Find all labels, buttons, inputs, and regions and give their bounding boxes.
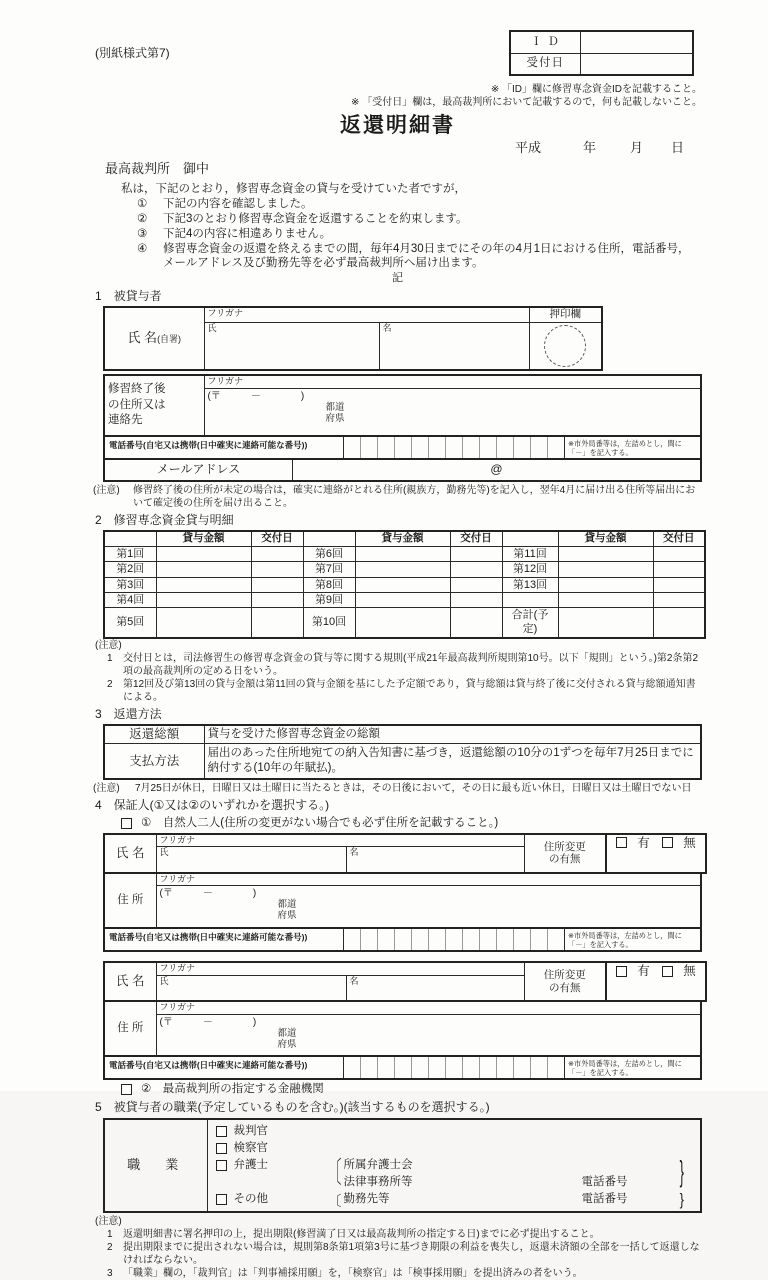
repayment-method-table xyxy=(103,724,702,780)
loan-row-5: 第5回 第10回 合計(予定) xyxy=(104,608,705,638)
item-text: 下記3のとおり修習専念資金を返還することを約束します。 xyxy=(163,212,468,225)
occupation-table xyxy=(103,1118,702,1213)
guarantor-phone-row xyxy=(103,927,702,952)
section2-heading: 2 修習専念資金貸与明細 xyxy=(95,512,234,527)
section1-heading: 1 被貸与者 xyxy=(95,288,162,303)
amount-field[interactable] xyxy=(355,562,450,577)
phone-label: 電話番号(自宅又は携帯(日中確実に連絡可能な番号)) xyxy=(109,440,308,451)
email-field[interactable] xyxy=(293,460,700,480)
phone-note: ※市外局番等は，左詰めとし，間に「－」を記入する。 xyxy=(568,1059,682,1078)
phone-label: 電話番号(自宅又は携帯(日中確実に連絡可能な番号)) xyxy=(109,931,308,942)
borrower-phone-row xyxy=(103,435,702,460)
phone-digit-cells[interactable] xyxy=(343,929,565,950)
payment-method-value: 届出のあった住所地宛ての納入告知書に基づき，返還総額の10分の1ずつを毎年7月25日までに納付する(10年の年賦払)。 xyxy=(204,743,701,779)
change-no-checkbox[interactable] xyxy=(662,837,673,848)
guarantor-address-field[interactable] xyxy=(156,1014,701,1056)
date-field[interactable] xyxy=(653,577,705,592)
section3-heading: 3 返還方法 xyxy=(95,706,162,721)
address-furigana-label: フリガナ xyxy=(204,375,701,388)
guarantor-option-2: ② 最高裁判所の指定する金融機関 xyxy=(121,1082,702,1097)
phone-number-label: 電話番号 xyxy=(581,1175,628,1188)
amount-field[interactable] xyxy=(156,577,251,592)
amount-field[interactable] xyxy=(558,592,653,607)
item-number: ④ xyxy=(137,242,148,255)
day-label: 日 xyxy=(671,139,685,155)
reception-note: ※ 「受付日」欄は，最高裁判所において記載するので，何も記載しないこと。 xyxy=(351,96,702,108)
date-field[interactable] xyxy=(450,577,502,592)
borrower-address-table xyxy=(103,374,702,437)
intro-lead: 私は，下記のとおり，修習専念資金の貸与を受けていた者ですが， xyxy=(121,182,466,195)
guarantor-option-1: ① 自然人二人(住所の変更がない場合でも必ず住所を記載すること。) xyxy=(121,816,702,831)
date-field[interactable] xyxy=(653,608,705,638)
item-number: ② xyxy=(137,212,148,225)
amount-field[interactable] xyxy=(558,577,653,592)
furigana-label: フリガナ xyxy=(156,962,524,975)
address-furigana-label: フリガナ xyxy=(156,1001,701,1014)
month-label: 月 xyxy=(630,139,644,155)
amount-field[interactable] xyxy=(355,546,450,561)
phone-number-label: 電話番号 xyxy=(581,1192,628,1205)
attorney-details xyxy=(344,1157,628,1191)
section2-note-2: 2 第12回及び第13回の貸与金額は第11回の貸与金額を基にした予定額であり，貸与総額は貸与終了後に交付される貸与総額通知書による。 xyxy=(107,678,696,703)
phone-digit-cells[interactable] xyxy=(343,1057,565,1078)
postal-code-template: (〒 － ) xyxy=(159,888,257,900)
address-change-checkboxes: 有 無 xyxy=(606,962,706,1001)
bar-association-label: 所属弁護士会 xyxy=(343,1158,413,1171)
form-reference: (別紙様式第7) xyxy=(95,46,170,60)
loan-row-2: 第2回 第7回 第12回 xyxy=(104,562,705,577)
loan-detail-table xyxy=(103,530,706,638)
address-change-label: 住所変更 の有無 xyxy=(524,834,606,873)
page-title: 返還明細書 xyxy=(340,113,455,137)
prosecutor-checkbox[interactable] xyxy=(216,1143,227,1154)
header-notes xyxy=(93,84,702,110)
phone-note: ※市外局番等は，左詰めとし，間に「－」を記入する。 xyxy=(568,439,682,458)
guarantor-address-label: 住 所 xyxy=(104,873,156,928)
section1-note: (注意) 修習終了後の住所が未定の場合は，確実に連絡がとれる住所(親族方，勤務先等)を記入し，翌年4月に届け出る住所等届出において確定後の住所を届け出ること。 xyxy=(93,484,696,509)
payment-method-label: 支払方法 xyxy=(104,743,204,779)
borrower-name-table xyxy=(103,306,603,371)
change-yes-checkbox[interactable] xyxy=(616,966,627,977)
footer-note-1: 1 返還明細書に署名押印の上，提出期限(修習満了日又は最高裁判所の指定する日)までに必ず提出すること。 xyxy=(107,1228,600,1240)
employer-label: 勤務先等 xyxy=(343,1192,390,1205)
attorney-checkbox[interactable] xyxy=(216,1160,227,1171)
phone-label: 電話番号(自宅又は携帯(日中確実に連絡可能な番号)) xyxy=(109,1060,308,1071)
occupation-prosecutor: 検察官 xyxy=(216,1140,695,1157)
furigana-label: フリガナ xyxy=(156,834,524,847)
date-field[interactable] xyxy=(653,592,705,607)
change-yes-checkbox[interactable] xyxy=(616,837,627,848)
section3-note: (注意) 7月25日が休日，日曜日又は土曜日に当たるときは，その日後において，その日に最も近い休日，日曜日又は土曜日でない日 xyxy=(93,783,692,795)
date-field[interactable] xyxy=(251,592,303,607)
id-reception-table xyxy=(509,30,694,76)
occupation-options xyxy=(207,1119,701,1212)
guarantor-phone-row xyxy=(103,1055,702,1080)
intro-item-4 xyxy=(137,242,702,272)
postal-code-template: (〒 － ) xyxy=(207,390,305,402)
guarantor-given-name-field[interactable]: 名 xyxy=(346,847,524,873)
date-field[interactable] xyxy=(251,608,303,638)
date-field[interactable] xyxy=(251,546,303,561)
guarantor-name-label: 氏 名 xyxy=(104,834,156,873)
option2-checkbox[interactable] xyxy=(121,1084,132,1095)
amount-field[interactable] xyxy=(558,562,653,577)
seal-area[interactable] xyxy=(529,322,602,370)
address-furigana-label: フリガナ xyxy=(156,873,701,886)
given-name-field[interactable]: 名 xyxy=(379,322,529,370)
amount-field[interactable] xyxy=(355,608,450,638)
item-text: 下記の内容を確認しました。 xyxy=(163,197,313,210)
date-field[interactable] xyxy=(251,562,303,577)
address-label: 修習終了後 の住所又は 連絡先 xyxy=(104,375,204,436)
era-label: 平成 xyxy=(515,139,542,155)
item-text: 修習専念資金の返還を終えるまでの間，毎年4月30日までにその年の4月1日における住所，電話番号，メールアドレス及び勤務先等を必ず最高裁判所へ届け出ます。 xyxy=(163,242,690,270)
section5-heading: 5 被貸与者の職業(予定しているものを含む。)(該当するものを選択する。) xyxy=(95,1100,490,1115)
at-sign: @ xyxy=(490,462,503,477)
close-brace: } xyxy=(679,1189,684,1209)
prefecture-suffix: 都道 府県 xyxy=(277,899,297,922)
loan-row-4: 第4回 第9回 xyxy=(104,592,705,607)
furigana-label: フリガナ xyxy=(204,307,529,322)
ki-marker: 記 xyxy=(392,272,403,285)
seal-circle xyxy=(544,325,586,367)
guarantor-block-2 xyxy=(103,961,702,1080)
name-label: 氏 名(自署) xyxy=(104,307,204,370)
amount-field[interactable] xyxy=(156,608,251,638)
borrower-email-row xyxy=(103,458,702,482)
total-amount-field[interactable] xyxy=(558,608,653,638)
amount-field[interactable] xyxy=(355,577,450,592)
open-bracket: 〔 xyxy=(327,1192,342,1209)
date-field[interactable] xyxy=(653,546,705,561)
item-text: 下記4の内容に相違ありません。 xyxy=(163,227,332,240)
judge-checkbox[interactable] xyxy=(216,1126,227,1137)
loan-row-3: 第3回 第8回 第13回 xyxy=(104,577,705,592)
guarantor-address-table xyxy=(103,872,702,929)
amount-field[interactable] xyxy=(156,546,251,561)
occupation-label: 職 業 xyxy=(104,1119,207,1212)
phone-note: ※市外局番等は，左詰めとし，間に「－」を記入する。 xyxy=(568,930,682,949)
law-office-label: 法律事務所等 xyxy=(343,1175,413,1188)
amount-field[interactable] xyxy=(558,546,653,561)
total-repayment-value: 貸与を受けた修習専念資金の総額 xyxy=(204,725,701,743)
address-field[interactable] xyxy=(204,388,701,436)
amount-field[interactable] xyxy=(156,562,251,577)
guarantor-family-name-field[interactable]: 氏 xyxy=(156,975,346,1001)
date-line xyxy=(93,140,702,158)
reception-date-label: 受付日 xyxy=(510,53,580,75)
postal-code-template: (〒 － ) xyxy=(159,1016,257,1028)
guarantor-name-label: 氏 名 xyxy=(104,962,156,1001)
family-name-field[interactable]: 氏 xyxy=(204,322,379,370)
guarantor-address-label: 住 所 xyxy=(104,1001,156,1056)
guarantor-given-name-field[interactable]: 名 xyxy=(346,975,524,1001)
address-change-checkboxes: 有 無 xyxy=(606,834,706,873)
header-row xyxy=(93,30,702,82)
other-details xyxy=(344,1191,628,1208)
section4-heading: 4 保証人(①又は②のいずれかを選択する。) xyxy=(95,798,330,813)
loan-row-1: 第1回 第6回 第11回 xyxy=(104,546,705,561)
footer-note-2: 2 提出期限までに提出されない場合は，規則第8条第1項第3号に基づき期限の利益を喪失し，返還未済額の全部を一括して返還しなければならない。 xyxy=(107,1241,700,1266)
intro-item-3 xyxy=(137,227,702,242)
date-field[interactable] xyxy=(450,562,502,577)
reception-date-field xyxy=(580,53,693,75)
change-no-checkbox[interactable] xyxy=(662,966,673,977)
open-bracket: 〔 xyxy=(327,1154,342,1189)
guarantor-name-table xyxy=(103,961,707,1002)
total-repayment-label: 返還総額 xyxy=(104,725,204,743)
amount-field[interactable] xyxy=(355,592,450,607)
intro-item-2 xyxy=(137,212,702,227)
loan-header-row: 貸与金額 交付日 貸与金額 交付日 貸与金額 交付日 xyxy=(104,531,705,546)
option1-checkbox[interactable] xyxy=(121,818,132,829)
prefecture-suffix: 都道 府県 xyxy=(325,401,345,424)
seal-column-label: 押印欄 xyxy=(529,307,602,322)
id-note: ※ 「ID」欄に修習専念資金IDを記載すること。 xyxy=(490,84,702,95)
prefecture-suffix: 都道 府県 xyxy=(277,1027,297,1050)
date-field[interactable] xyxy=(251,577,303,592)
close-brace: } xyxy=(679,1153,684,1189)
section2-note-1: 1 交付日とは，司法修習生の修習専念資金の貸与等に関する規則(平成21年最高裁判所規則第10号。以下「規則」という。)第2条第2項の最高裁判所の定める日をいう。 xyxy=(107,652,699,677)
guarantor-address-table xyxy=(103,1000,702,1057)
section2-notes-title: (注意) xyxy=(95,639,122,651)
intro-item-1 xyxy=(137,197,702,212)
other-checkbox[interactable] xyxy=(216,1194,227,1205)
occupation-attorney: 弁護士 〔 所属弁護士会 法律事務所等 電話番号 } xyxy=(216,1157,695,1191)
occupation-judge: 裁判官 xyxy=(216,1123,695,1140)
footer-note-3: 3 「職業」欄の，「裁判官」は「判事補採用願」を，「検察官」は「検事採用願」を提出済みの者をいう。 xyxy=(107,1267,583,1279)
occupation-other: その他 〔 勤務先等 電話番号 } xyxy=(216,1191,695,1208)
amount-field[interactable] xyxy=(156,592,251,607)
guarantor-family-name-field[interactable]: 氏 xyxy=(156,847,346,873)
date-field[interactable] xyxy=(450,546,502,561)
name-label-sub: (自署) xyxy=(157,334,182,345)
year-label: 年 xyxy=(583,139,597,155)
date-field[interactable] xyxy=(653,562,705,577)
guarantor-block-1 xyxy=(103,833,702,952)
item-number: ③ xyxy=(137,227,148,240)
item-number: ① xyxy=(137,197,148,210)
id-label: Ｉ Ｄ xyxy=(510,31,580,53)
phone-digit-cells[interactable] xyxy=(343,437,565,458)
address-change-label: 住所変更 の有無 xyxy=(524,962,606,1001)
date-field[interactable] xyxy=(450,592,502,607)
guarantor-address-field[interactable] xyxy=(156,886,701,928)
addressee: 最高裁判所 御中 xyxy=(105,160,210,176)
footer-notes xyxy=(93,1215,702,1280)
email-label: メールアドレス xyxy=(105,460,293,480)
date-field[interactable] xyxy=(450,608,502,638)
section5-notes-title: (注意) xyxy=(95,1215,122,1227)
guarantor-name-table xyxy=(103,833,707,874)
id-value-field[interactable] xyxy=(580,31,693,53)
